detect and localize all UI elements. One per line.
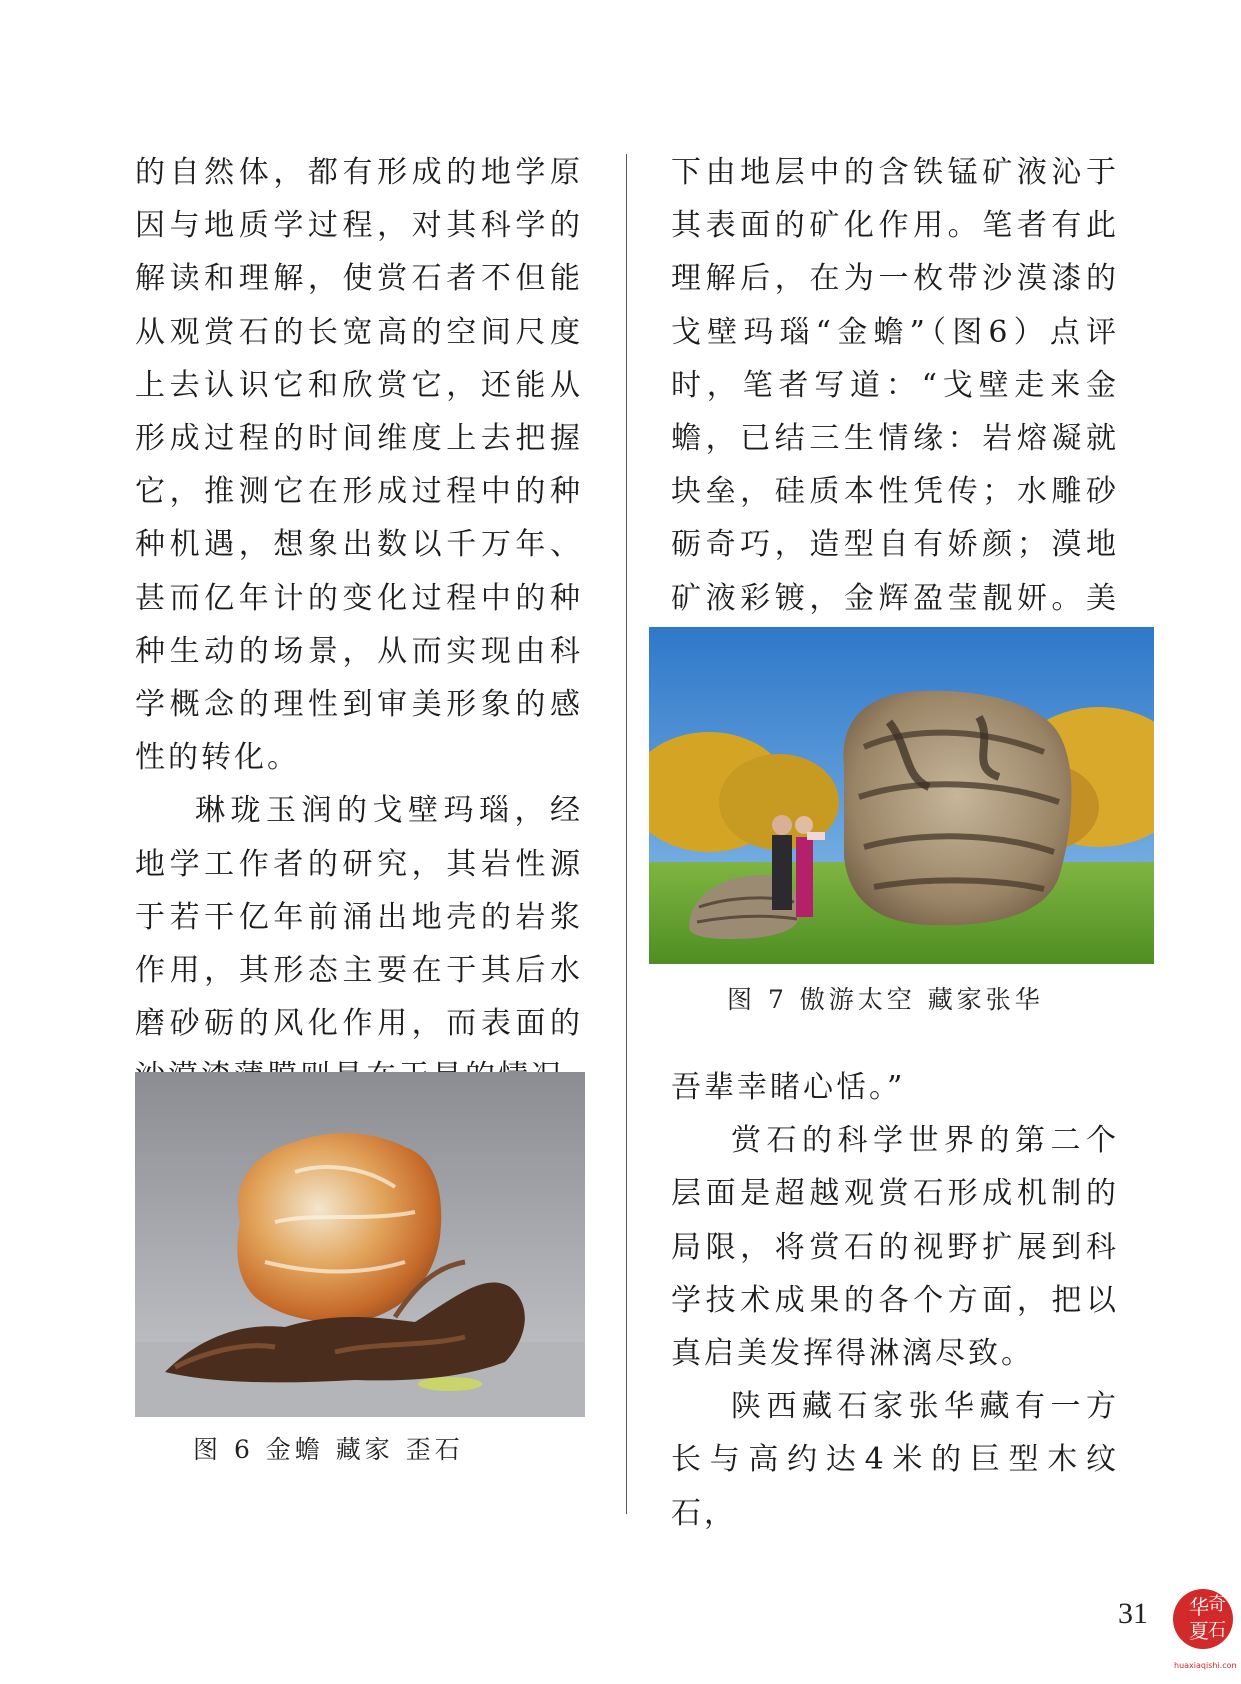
figure-7-caption: 图 7 傲游太空 藏家张华 (727, 985, 1044, 1014)
figure-6-golden-toad-photo (135, 1072, 585, 1417)
body-paragraph: 的自然体，都有形成的地学原因与地质学过程，对其科学的解读和理解，使赏石者不但能从观赏石的长宽高的空间尺度上去认识它和欣赏它，还能从形成过程的时间维度上去把握它，推测它在形成过程中的种种机遇，想象出数以千万年、甚而亿年计的变化过程中的种种生动的场景，从而实现由科学概念的理性到审美形象的感性的转化。 (135, 155, 583, 776)
site-seal-logo (1170, 1586, 1236, 1680)
svg-text:石: 石 (1208, 1620, 1226, 1641)
figure-7-giant-stone-photo (649, 627, 1154, 964)
left-column (135, 146, 583, 1104)
svg-text:夏: 夏 (1189, 1619, 1209, 1643)
body-paragraph: 陕西藏石家张华藏有一方长与高约达4米的巨型木纹石， (671, 1389, 1119, 1531)
svg-text:华: 华 (1189, 1595, 1209, 1619)
svg-text:huaxiaqishi.com: huaxiaqishi.com (1174, 1661, 1236, 1670)
body-paragraph: 赏石的科学世界的第二个层面是超越观赏石形成机制的局限，将赏石的视野扩展到科学技术成果的各个方面，把以真启美发挥得淋漓尽致。 (671, 1123, 1119, 1372)
column-divider (626, 154, 627, 1514)
figure-6-caption: 图 6 金蟾 藏家 歪石 (193, 1435, 464, 1464)
body-paragraph: 吾辈幸睹心恬。” (671, 1070, 906, 1106)
page-number: 31 (1118, 1597, 1148, 1630)
body-paragraph: 琳珑玉润的戈壁玛瑙，经地学工作者的研究，其岩性源于若干亿年前涌出地壳的岩浆作用，其形态主要在于其后水磨砂砺的风化作用，而表面的 (135, 793, 583, 1042)
svg-text:奇: 奇 (1208, 1594, 1226, 1615)
body-paragraph: 下由地层中的含铁锰矿液沁于其表面的矿化作用。笔者有此理解后，在为一枚带沙漠漆的戈壁玛瑙“金蟾”（图6）点评时，笔者写道：“戈壁走来金蟾，已结三生情缘：岩熔凝就块垒，硅质本性凭传；水雕砂砺奇巧，造型自有娇颜；漠地矿液彩镀，金辉盈莹靓妍。美 (671, 155, 1119, 616)
